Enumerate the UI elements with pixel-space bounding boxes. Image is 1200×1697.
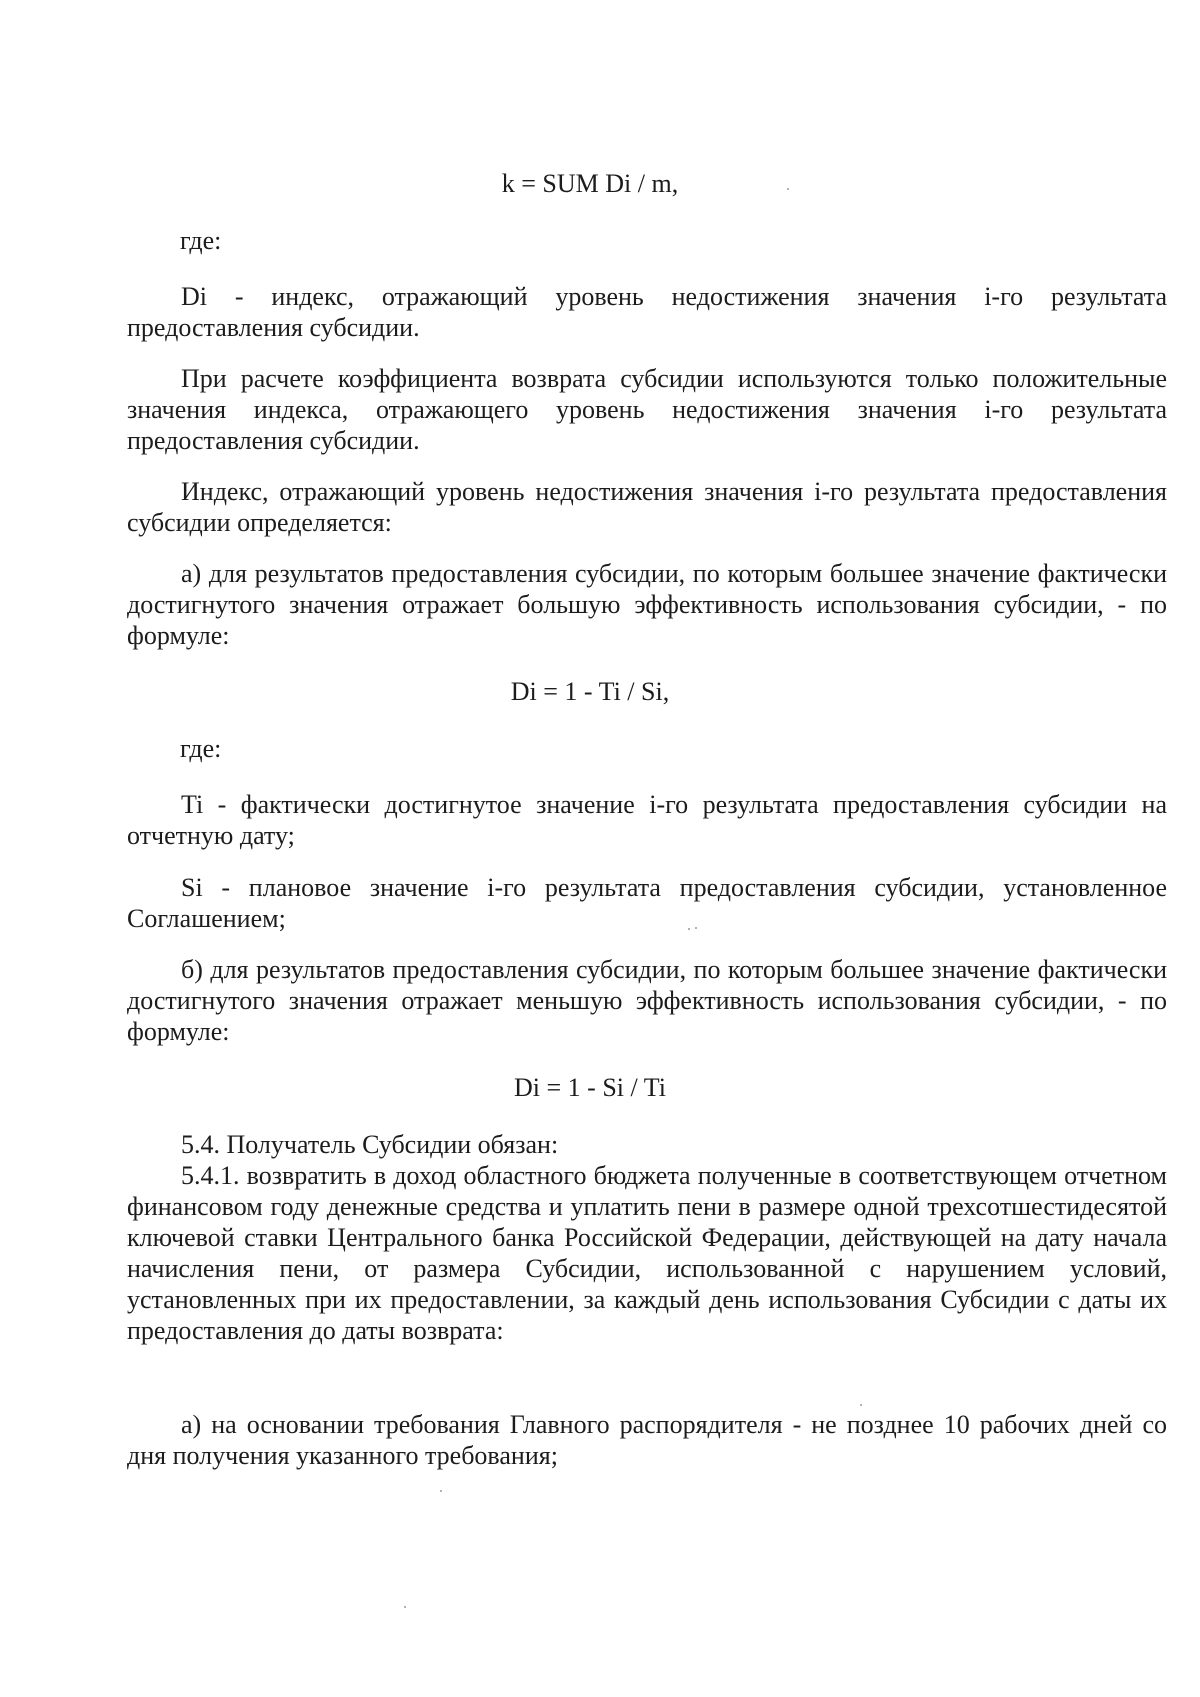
formula-k: k = SUM Di / m, bbox=[501, 169, 679, 198]
paragraph-b-formula: б) для результатов предоставления субсидии, по которым большее значение фактически достигнутого значения отражает меньшую эффективность использования субсидии, - по формуле: bbox=[127, 955, 1167, 1046]
scan-speck bbox=[440, 1490, 442, 1492]
scan-speck bbox=[688, 928, 690, 930]
paragraph-index-determined: Индекс, отражающий уровень недостижения значения i-го результата предоставления субсидии определяется: bbox=[127, 477, 1167, 537]
scan-speck bbox=[404, 1606, 406, 1608]
paragraph-positive-values: При расчете коэффициента возврата субсидии используются только положительные значения индекса, отражающего уровень недостижения значения i-го результата предоставления субсидии. bbox=[127, 364, 1167, 455]
scan-speck bbox=[860, 1404, 862, 1406]
section-5-4-1-paragraph: 5.4.1. возвратить в доход областного бюджета полученные в соответствующем отчетном финансовом году денежные средства и уплатить пени в размере одной трехсотшестидесятой ключевой ставки Центрального банка Российской Федерации, действующей на дату начала начисления пени, от размера Субсидии, использованной с нарушением условий, установленных при их предоставлении, за каждый день использования Субсидии с даты их предоставления до даты возврата: bbox=[127, 1161, 1167, 1345]
paragraph-di-definition: Di - индекс, отражающий уровень недостижения значения i-го результата предоставления субсидии. bbox=[127, 282, 1167, 342]
where-label-1: где: bbox=[180, 226, 222, 255]
paragraph-si-definition: Si - плановое значение i-го результата предоставления субсидии, установленное Соглашением; bbox=[127, 873, 1167, 933]
formula-di-1: Di = 1 - Ti / Si, bbox=[510, 677, 670, 706]
scan-speck bbox=[787, 188, 789, 190]
paragraph-a-demand: а) на основании требования Главного распорядителя - не позднее 10 рабочих дней со дня получения указанного требования; bbox=[127, 1410, 1167, 1470]
scan-speck bbox=[695, 927, 697, 929]
where-label-2: где: bbox=[180, 734, 222, 763]
section-5-4-heading: 5.4. Получатель Субсидии обязан: bbox=[181, 1130, 559, 1159]
formula-di-2: Di = 1 - Si / Ti bbox=[514, 1073, 666, 1102]
paragraph-ti-definition: Ti - фактически достигнутое значение i-го результата предоставления субсидии на отчетную дату; bbox=[127, 790, 1167, 850]
paragraph-a-formula: а) для результатов предоставления субсидии, по которым большее значение фактически достигнутого значения отражает большую эффективность использования субсидии, - по формуле: bbox=[127, 559, 1167, 650]
